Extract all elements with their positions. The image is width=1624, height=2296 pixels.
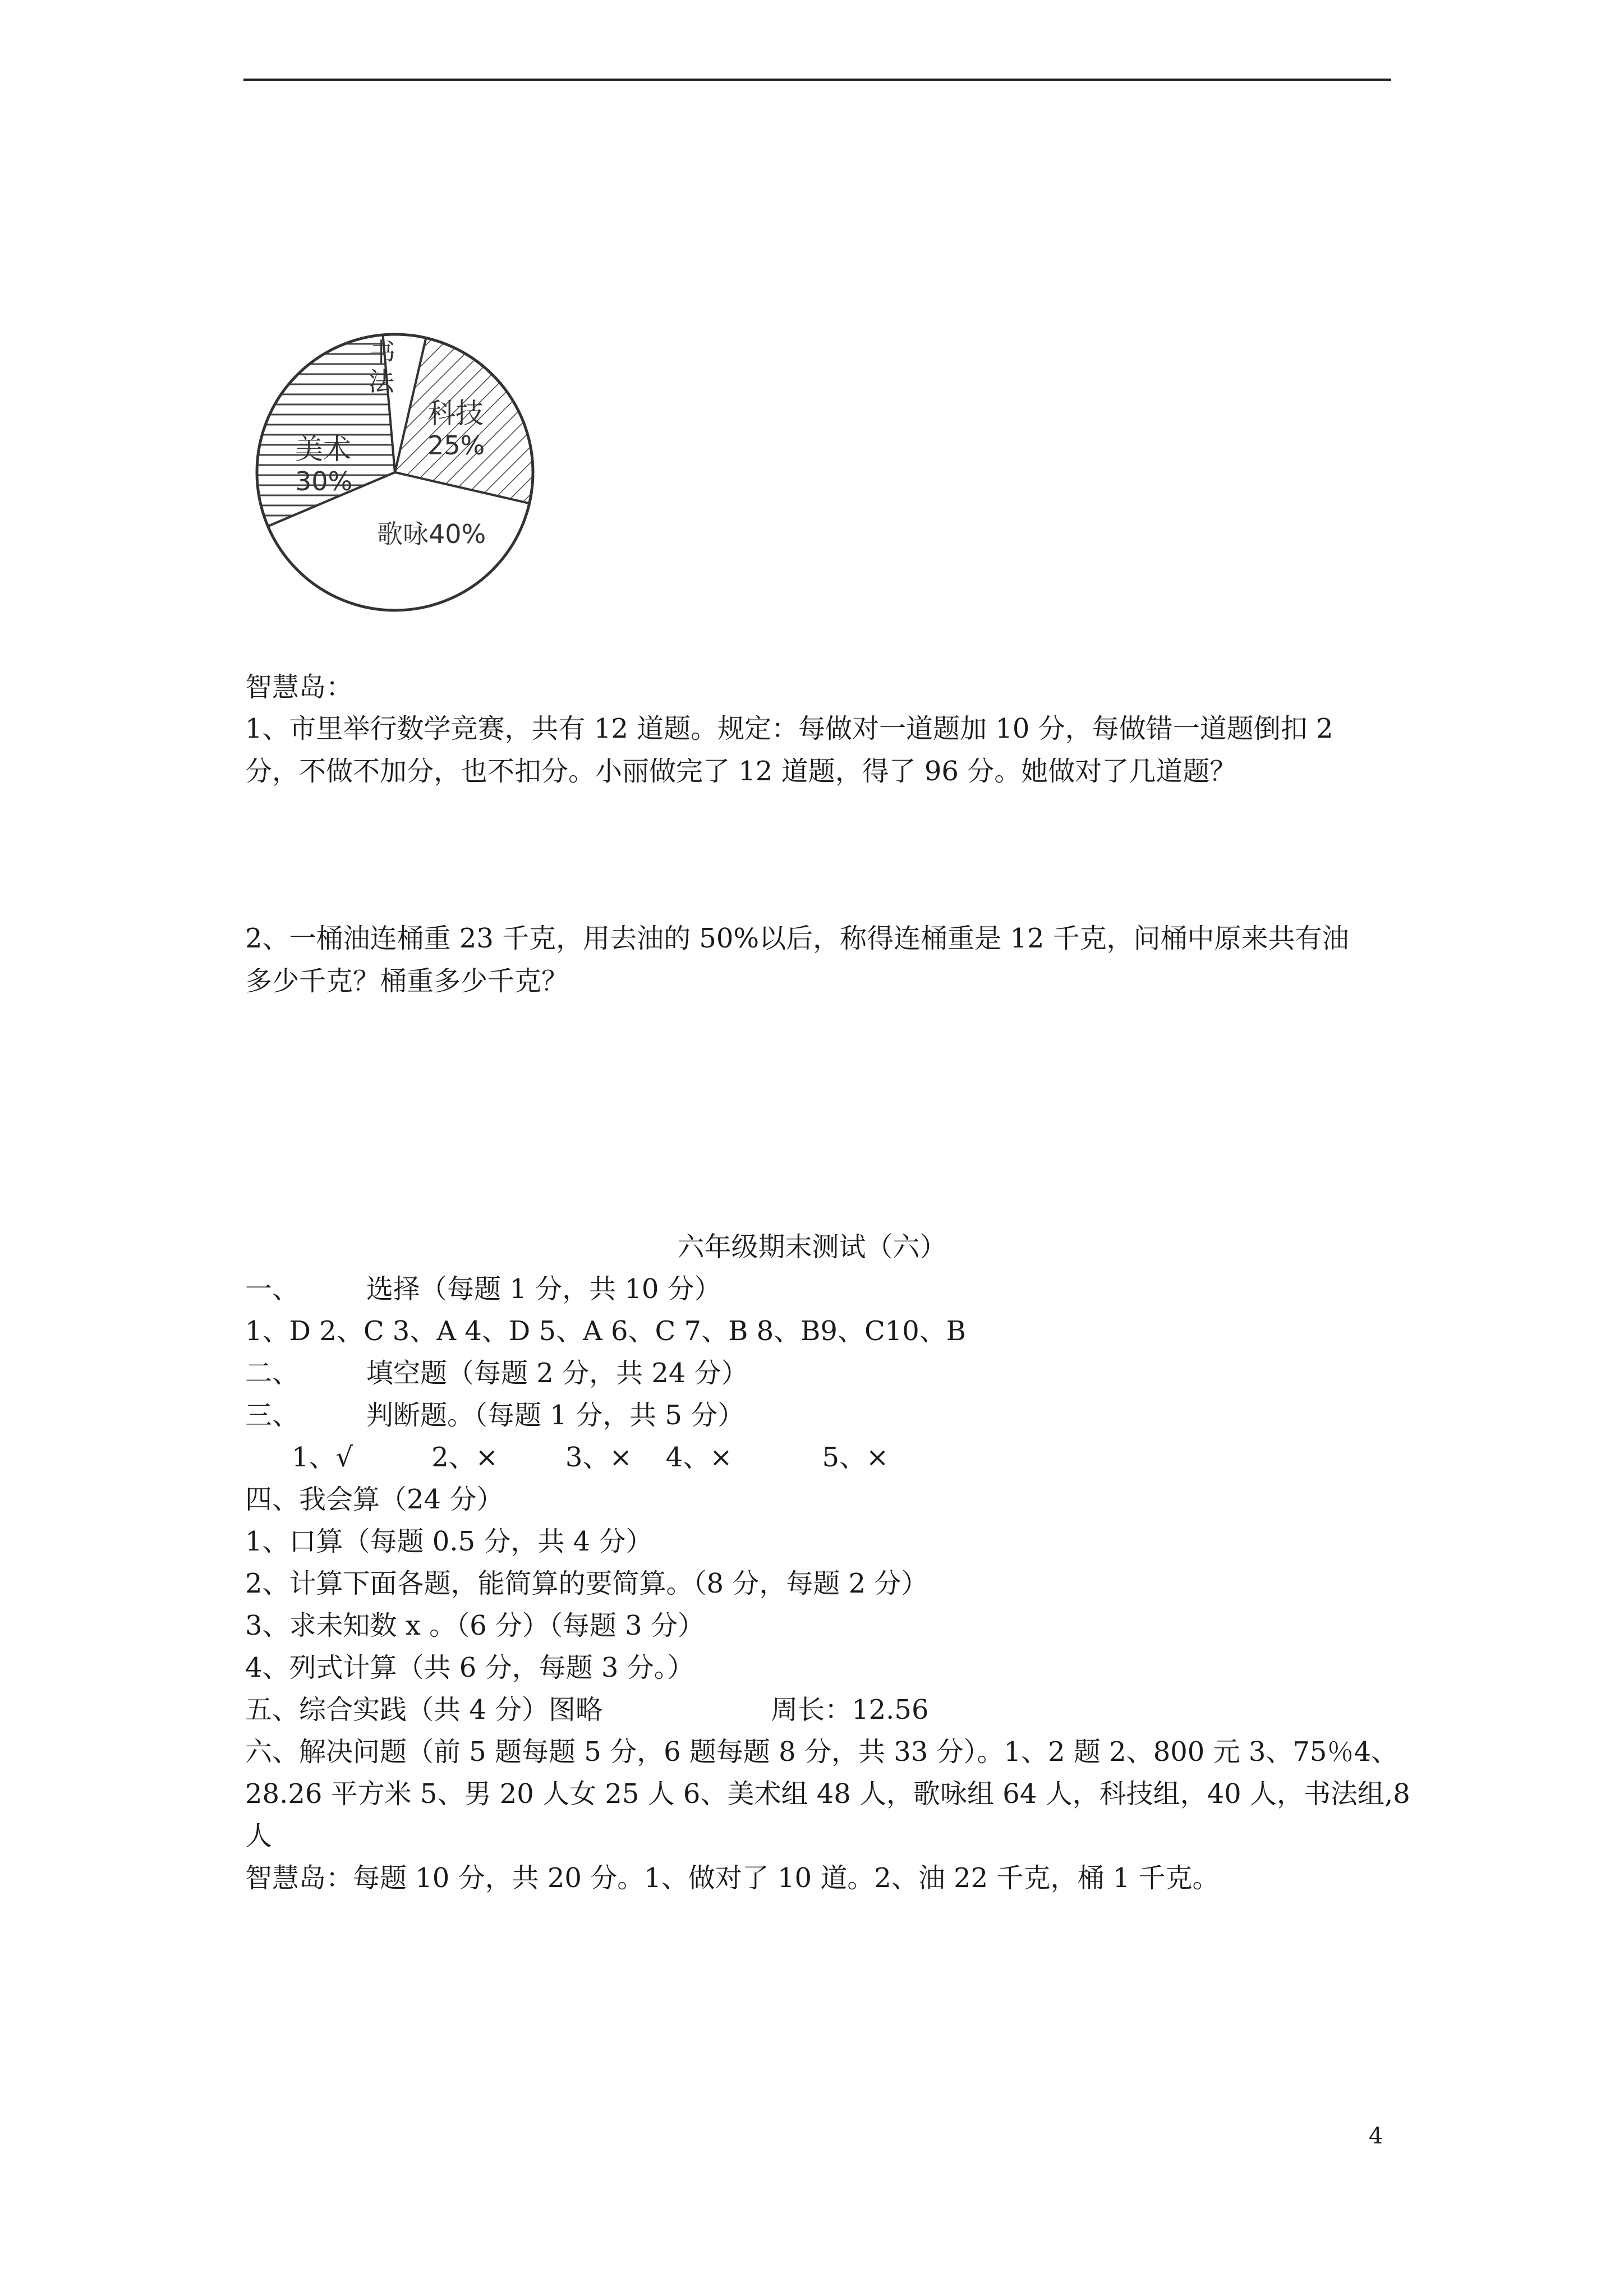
section1	[245, 1272, 721, 1306]
section3-number: 三、	[245, 1400, 300, 1431]
section1-answers: 1、D 2、C 3、A 4、D 5、A 6、C 7、B 8、B9、C10、B	[245, 1315, 967, 1347]
section1-label: 选择（每题 1 分，共 10 分）	[366, 1273, 721, 1305]
section1-number: 一、	[245, 1273, 300, 1305]
wisdom-q2-line2: 多少千克？桶重多少千克？	[245, 965, 569, 997]
label-shufa-1: 书	[370, 337, 395, 367]
section4-item2: 2、计算下面各题，能简算的要简算。（8 分，每题 2 分）	[245, 1568, 928, 1599]
page-number: 4	[1369, 2123, 1383, 2149]
wisdom-answers: 智慧岛：每题 10 分，共 20 分。1、做对了 10 道。2、油 22 千克，桶 1 千克。	[245, 1862, 1220, 1894]
judge-answer-1: 1、√	[292, 1442, 353, 1473]
section4: 四、我会算（24 分）	[245, 1484, 504, 1515]
section4-item3: 3、求未知数 x 。（6 分）（每题 3 分）	[245, 1610, 705, 1641]
section2-label: 填空题（每题 2 分，共 24 分）	[366, 1358, 748, 1389]
label-meishu-value: 30%	[295, 466, 353, 496]
section6-line1: 六、解决问题（前 5 题每题 5 分，6 题每题 8 分，共 33 分）。1、2 题 2、800 元 3、75％4、	[245, 1736, 1398, 1768]
label-shufa-2: 法	[369, 366, 394, 397]
section5-label: 五、综合实践（共 4 分）图略	[245, 1694, 603, 1726]
section5	[245, 1693, 928, 1727]
section2-number: 二、	[245, 1358, 300, 1389]
section3-answers	[292, 1441, 889, 1474]
wisdom-q1-line1: 1、市里举行数学竞赛，共有 12 道题。规定：每做对一道题加 10 分，每做错一道题倒扣 2	[245, 713, 1333, 744]
label-geyong: 歌咏40%	[377, 519, 486, 549]
judge-answer-5: 5、×	[822, 1442, 889, 1473]
judge-answer-3: 3、×	[565, 1442, 632, 1473]
section3	[245, 1398, 744, 1432]
label-keji: 科技	[427, 397, 484, 430]
header-rule	[243, 79, 1391, 81]
section5-perimeter: 周长：12.56	[771, 1694, 929, 1726]
label-meishu: 美术	[295, 433, 351, 466]
section6-line3: 人	[245, 1820, 273, 1852]
wisdom-q2-line1: 2、一桶油连桶重 23 千克，用去油的 50%以后，称得连桶重是 12 千克，问桶中原来共有油	[245, 923, 1349, 954]
wisdom-q1-line2: 分，不做不加分，也不扣分。小丽做完了 12 道题，得了 96 分。她做对了几道题？	[245, 756, 1237, 787]
section2	[245, 1356, 748, 1390]
wisdom-heading: 智慧岛：	[245, 671, 353, 703]
answers-title: 六年级期末测试（六）	[677, 1231, 947, 1263]
judge-answer-4: 4、×	[665, 1442, 733, 1473]
section3-label: 判断题。（每题 1 分，共 5 分）	[366, 1400, 745, 1431]
section6-line2: 28.26 平方米 5、男 20 人女 25 人 6、美术组 48 人，歌咏组 64 人，科技组，40 人，书法组,8	[245, 1778, 1410, 1810]
label-keji-value: 25%	[427, 430, 485, 461]
section4-item1: 1、口算（每题 0.5 分，共 4 分）	[245, 1526, 653, 1557]
judge-answer-2: 2、×	[431, 1442, 498, 1473]
pie-chart	[251, 329, 539, 616]
section4-item4: 4、列式计算（共 6 分，每题 3 分。）	[245, 1652, 694, 1683]
